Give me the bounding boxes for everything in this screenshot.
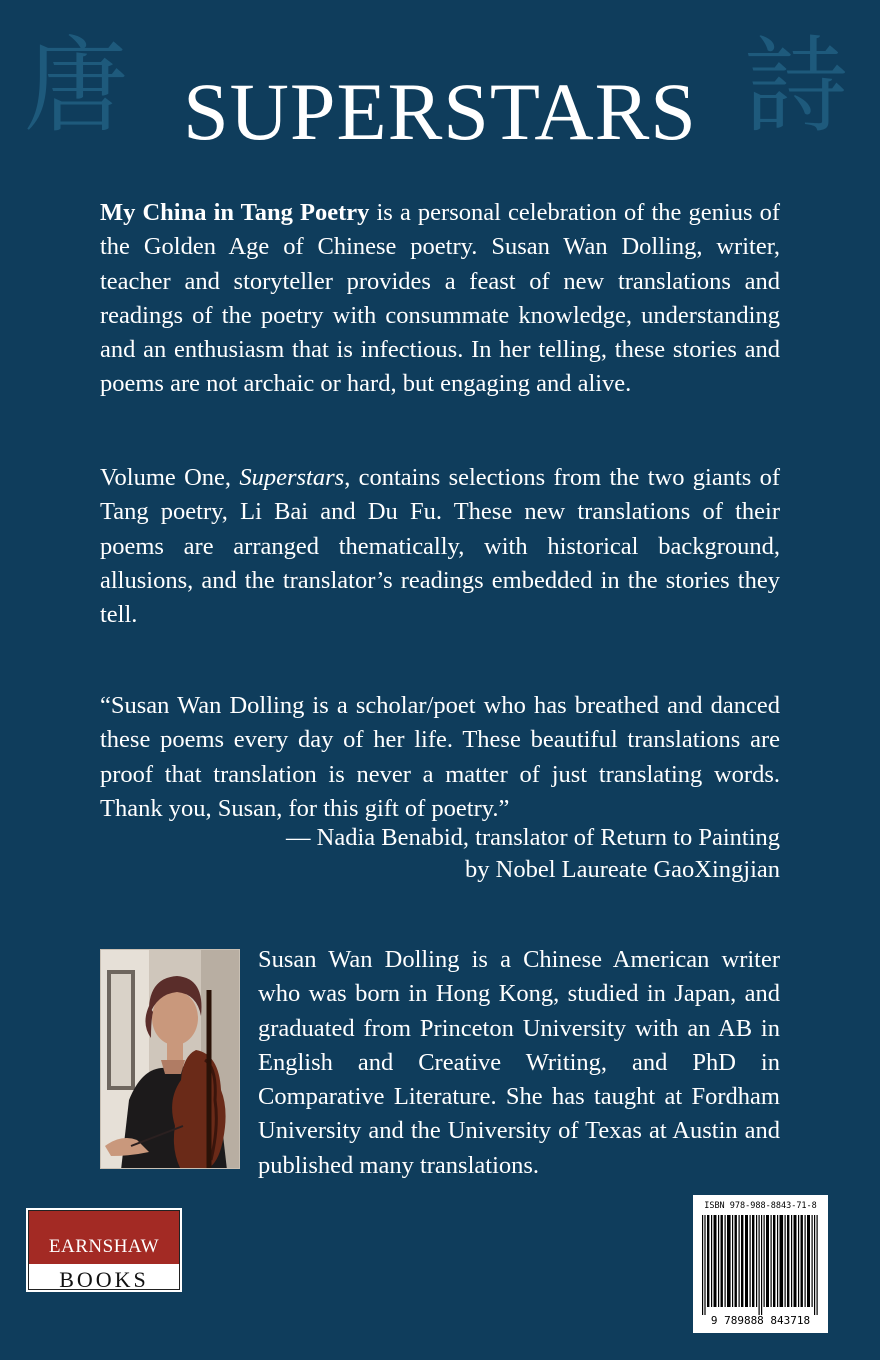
poetry-character: 詩 (744, 25, 849, 147)
quote-attribution (100, 822, 780, 886)
volume-paragraph (100, 461, 780, 632)
barcode-number: 9 789888 843718 (710, 1314, 811, 1327)
isbn-text: ISBN 978-988-8843-71-8 (704, 1201, 817, 1211)
tang-character: 唐 (24, 25, 129, 147)
book-title: SUPERSTARS (183, 66, 697, 157)
description-text: is a personal celebration of the genius of the Golden Age of Chinese poetry. Susan Wan Dolling, writer, teacher and storyteller provides a feast of new translations and readings of the poetry with consummate knowledge, understanding and an enthusiasm that is infectious. In her telling, these stories and poems are not archaic or hard, but engaging and alive. (100, 199, 780, 398)
volume-title: Superstars (239, 464, 345, 491)
publisher-name-line1: EARNSHAW (48, 1236, 160, 1257)
description-paragraph (100, 196, 780, 402)
author-photo (100, 949, 240, 1169)
attribution-line-2: by Nobel Laureate GaoXingjian (465, 856, 780, 883)
volume-text-before: Volume One, (100, 464, 240, 491)
endorsement-quote: “Susan Wan Dolling is a scholar/poet who has breathed and danced these poems every day of her life. These beautiful translations are proof that translation is never a matter of just translating words. Thank you, Susan, for this gift of poetry.” (100, 692, 780, 822)
author-bio: Susan Wan Dolling is a Chinese American writer who was born in Hong Kong, studied in Japan, and graduated from Princeton University with an AB in English and Creative Writing, and PhD in Comparative Literature. She has taught at Fordham University and the University of Texas at Austin and published many translations. (258, 946, 780, 1179)
volume-text-after: , contains selections from the two giants of Tang poetry, Li Bai and Du Fu. These new translations of their poems are arranged thematically, with historical background, allusions, and the translator’s readings embedded in the stories they tell. (100, 464, 781, 629)
series-title: My China in Tang Poetry (100, 199, 370, 226)
publisher-name-line2: BOOKS (59, 1267, 149, 1292)
isbn-barcode (693, 1195, 828, 1333)
attribution-line-1: — Nadia Benabid, translator of Return to Painting (286, 824, 780, 851)
publisher-logo (26, 1208, 182, 1292)
barcode-bars (702, 1215, 820, 1315)
